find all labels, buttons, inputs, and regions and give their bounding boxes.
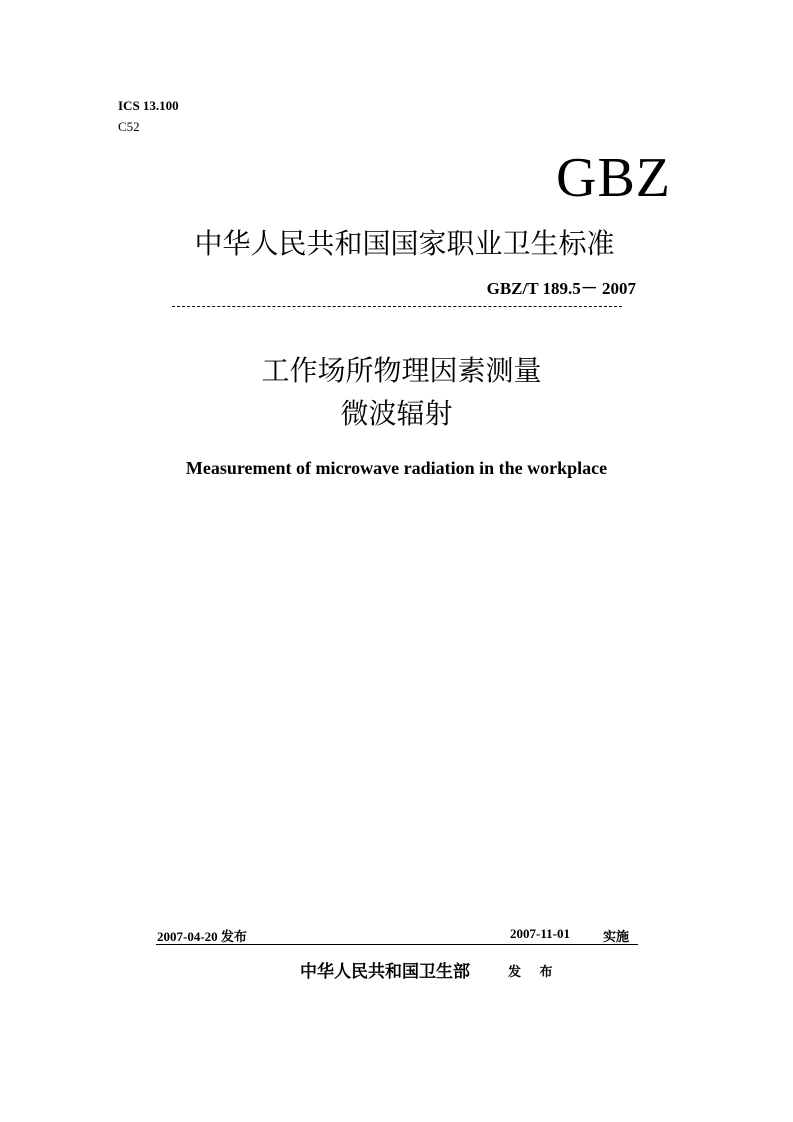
document-title-en: Measurement of microwave radiation in the workplace — [185, 458, 608, 478]
ics-code: ICS 13.100 — [118, 98, 179, 113]
standard-number: GBZ/T 189.5－ 2007 — [486, 279, 636, 298]
document-title-cn-line1: 工作场所物理因素测量 — [261, 354, 542, 387]
issue-label: 发布 — [220, 930, 247, 945]
standard-category-title: 中华人民共和国国家职业卫生标准 — [194, 227, 615, 260]
publisher-name: 中华人民共和国卫生部 — [300, 962, 470, 982]
dashed-divider — [172, 306, 622, 307]
document-title-cn-line2: 微波辐射 — [340, 397, 453, 430]
classification-code: C52 — [118, 119, 140, 134]
issue-date-block — [157, 926, 247, 945]
implement-date: 2007-11-01 — [510, 926, 570, 941]
publish-label: 发 布 — [508, 965, 560, 980]
standard-mark: GBZ — [556, 147, 671, 209]
implement-label: 实施 — [603, 930, 630, 945]
footer-rule — [156, 944, 638, 945]
issue-date: 2007-04-20 — [157, 929, 218, 944]
